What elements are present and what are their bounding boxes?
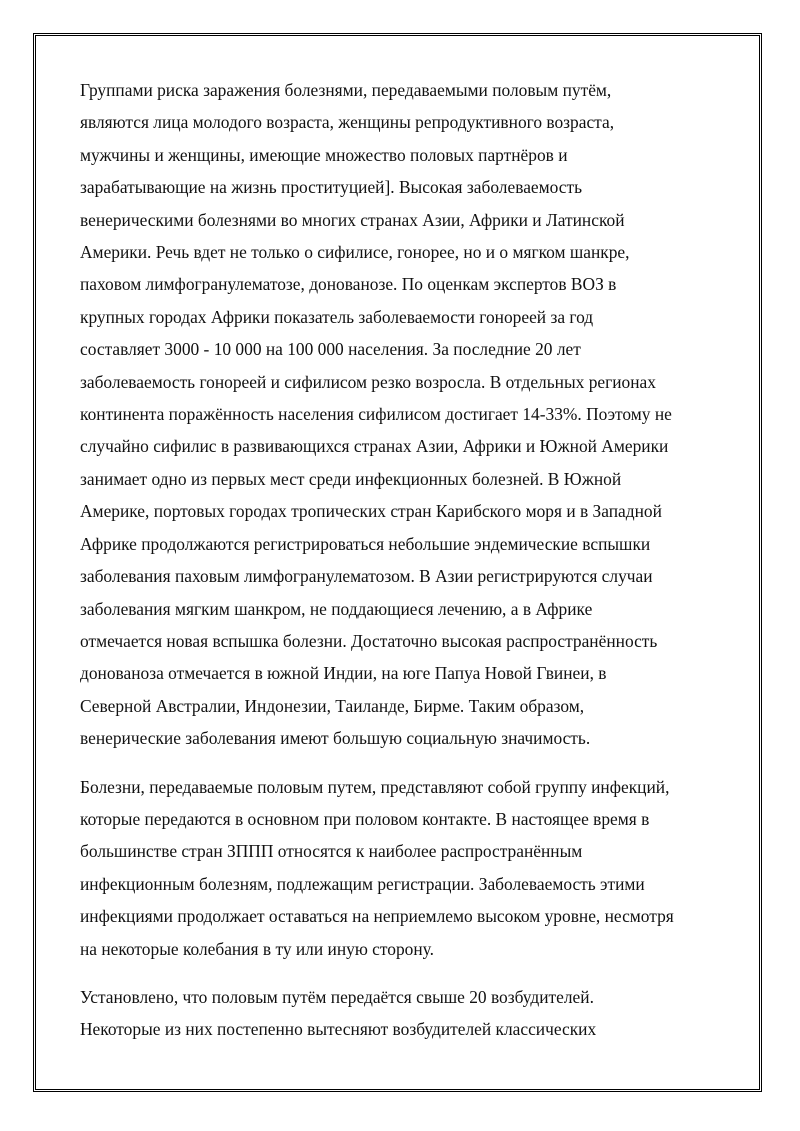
text-line: случайно сифилис в развивающихся странах Азии, Африки и Южной Америки (80, 436, 669, 457)
text-line: венерическими болезнями во многих странах Азии, Африки и Латинской (80, 209, 625, 230)
text-line: инфекциями продолжает оставаться на неприемлемо высоком уровне, несмотря (80, 906, 674, 927)
paragraph-2 (80, 771, 735, 965)
text-line: Некоторые из них постепенно вытесняют возбудителей классических (80, 1019, 597, 1040)
text-line: Северной Австралии, Индонезии, Таиланде, Бирме. Таким образом, (80, 695, 585, 716)
text-line: паховом лимфогранулематозе, донованозе. По оценкам экспертов ВОЗ в (80, 274, 617, 295)
text-line: составляет 3000 - 10 000 на 100 000 населения. За последние 20 лет (80, 339, 581, 360)
document-body (80, 74, 735, 1086)
text-line: крупных городах Африки показатель заболеваемости гонореей за год (80, 306, 594, 327)
text-line: на некоторые колебания в ту или иную сторону. (80, 938, 434, 959)
text-line: Америке, портовых городах тропических стран Карибского моря и в Западной (80, 501, 662, 522)
paragraph-1 (80, 74, 735, 755)
text-line: являются лица молодого возраста, женщины репродуктивного возраста, (80, 112, 615, 133)
text-line: Америки. Речь вдет не только о сифилисе, гонорее, но и о мягком шанкре, (80, 242, 630, 263)
text-line: Болезни, передаваемые половым путем, представляют собой группу инфекций, (80, 776, 670, 797)
text-line: большинстве стран ЗППП относятся к наиболее распространённым (80, 841, 583, 862)
text-line: заболевания паховым лимфогранулематозом. В Азии регистрируются случаи (80, 566, 653, 587)
text-line: которые передаются в основном при половом контакте. В настоящее время в (80, 808, 650, 829)
text-line: донованоза отмечается в южной Индии, на юге Папуа Новой Гвинеи, в (80, 663, 607, 684)
text-line: отмечается новая вспышка болезни. Достаточно высокая распространённость (80, 630, 658, 651)
text-line: заболевания мягким шанкром, не поддающиеся лечению, а в Африке (80, 598, 593, 619)
text-line: континента поражённость населения сифилисом достигает 14-33%. Поэтому не (80, 404, 672, 425)
text-line: мужчины и женщины, имеющие множество половых партнёров и (80, 144, 568, 165)
text-line: Установлено, что половым путём передаётся свыше 20 возбудителей. (80, 986, 594, 1007)
paragraph-3 (80, 981, 735, 1046)
text-line: Группами риска заражения болезнями, передаваемыми половым путём, (80, 80, 612, 100)
text-line: Африке продолжаются регистрироваться небольшие эндемические вспышки (80, 533, 651, 554)
text-line: инфекционным болезням, подлежащим регистрации. Заболеваемость этими (80, 873, 645, 894)
text-line: занимает одно из первых мест среди инфекционных болезней. В Южной (80, 468, 622, 489)
text-line: заболеваемость гонореей и сифилисом резко возросла. В отдельных регионах (80, 371, 656, 392)
page-frame (33, 33, 762, 1092)
text-line: зарабатывающие на жизнь проституцией]. Высокая заболеваемость (80, 177, 583, 198)
text-line: венерические заболевания имеют большую социальную значимость. (80, 728, 591, 749)
